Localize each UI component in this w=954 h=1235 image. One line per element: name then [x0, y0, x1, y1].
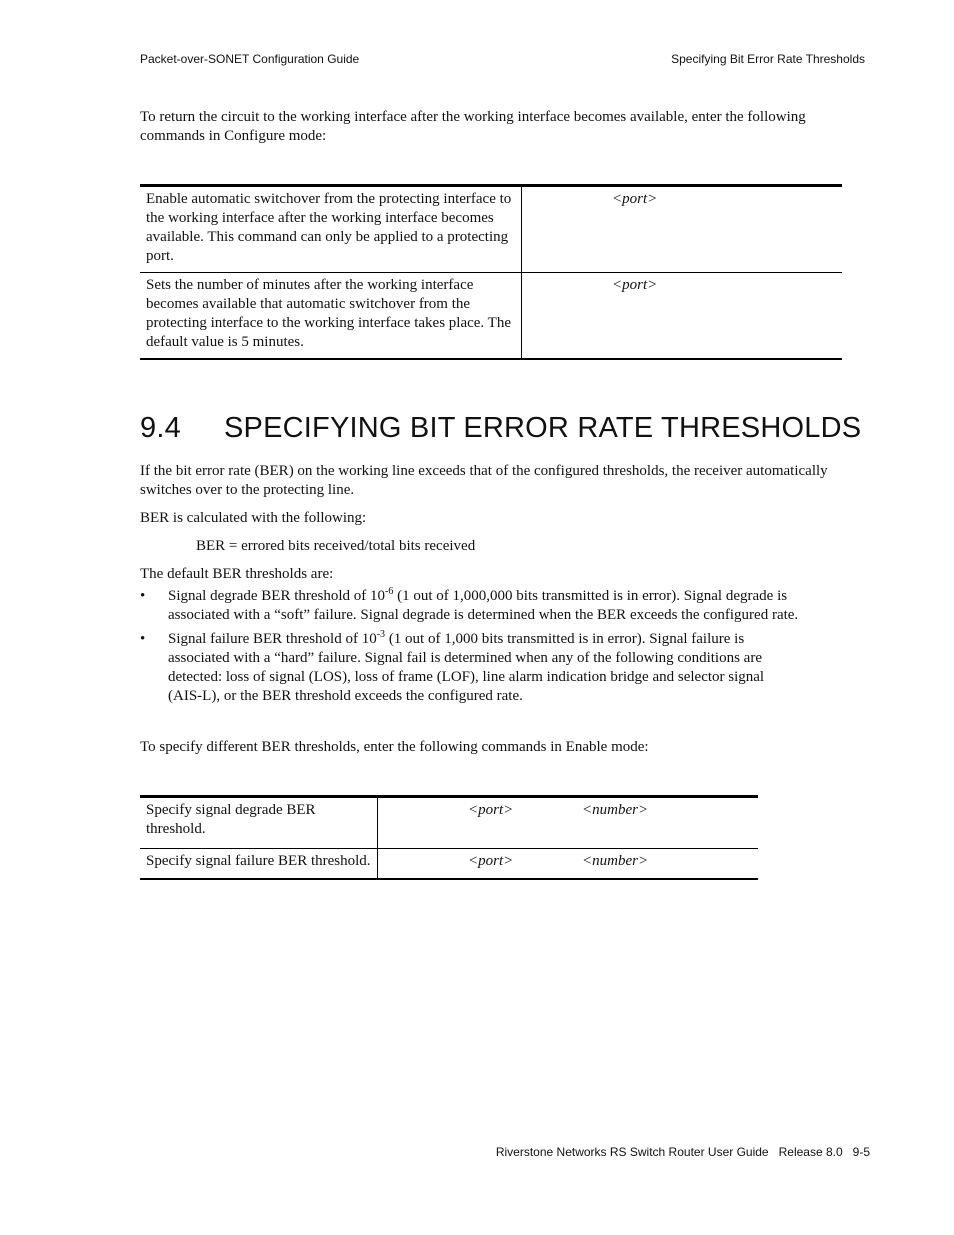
number-argument: <number>: [582, 802, 649, 818]
command-description: Specify signal degrade BER threshold.: [140, 797, 378, 849]
running-header-right: Specifying Bit Error Rate Thresholds: [671, 52, 865, 66]
list-item: • Signal degrade BER threshold of $10^{-6}$ (1 out of 1,000,000 bits transmitted is in error). Signal degrade is associated with a “soft” failure. Signal degrade is determined when the BER exceeds the configured rate.: [140, 586, 799, 623]
table-row: [140, 186, 842, 273]
table-row: [140, 273, 842, 360]
section-heading: [140, 412, 861, 445]
command-argument: <port>: [612, 191, 658, 207]
intro-paragraph: To return the circuit to the working interface after the working interface becomes available, enter the following commands in Configure mode:: [140, 109, 806, 144]
ber-command-table: [140, 795, 758, 880]
running-header-left: Packet-over-SONET Configuration Guide: [140, 52, 360, 66]
table-row: [140, 849, 758, 880]
number-argument: <number>: [582, 853, 649, 869]
section-number: 9.4: [140, 412, 181, 444]
default-thresholds-paragraph: The default BER thresholds are:: [140, 566, 334, 582]
switchover-command-table: [140, 184, 842, 360]
command-description: Specify signal failure BER threshold.: [140, 849, 378, 880]
port-argument: <port>: [468, 802, 514, 818]
ber-commands-paragraph: To specify different BER thresholds, enter the following commands in Enable mode:: [140, 739, 649, 755]
bullet-icon: •: [140, 631, 146, 647]
section-title: SPECIFYING BIT ERROR RATE THRESHOLDS: [224, 412, 862, 444]
ber-formula: BER = errored bits received/total bits received: [196, 538, 476, 554]
table-row: [140, 797, 758, 849]
command-description: Sets the number of minutes after the working interface becomes available that automatic switchover from the protecting interface to the working interface takes place. The default value is 5 minutes.: [140, 273, 522, 360]
command-description: Enable automatic switchover from the protecting interface to the working interface after the working interface becomes available. This command can only be applied to a protecting port.: [140, 186, 522, 273]
ber-intro-paragraph: If the bit error rate (BER) on the working line exceeds that of the configured thresholds, the receiver automatically switches over to the protecting line.: [140, 463, 828, 498]
ber-calc-paragraph: BER is calculated with the following:: [140, 510, 367, 526]
bullet-icon: •: [140, 588, 146, 604]
page-footer: Riverstone Networks RS Switch Router User Guide Release 8.0 9-5: [495, 1145, 870, 1159]
threshold-list: [140, 587, 800, 711]
list-item: • Signal failure BER threshold of $10^{-3}$ (1 out of 1,000 bits transmitted is in error). Signal failure is associated with a “hard” failure. Signal fail is determined when any of the following conditions are detected: loss of signal (LOS), loss of frame (LOF), line alarm indication bridge and selector signal (AIS-L), or the BER threshold exceeds the configured rate.: [140, 629, 765, 704]
port-argument: <port>: [468, 853, 514, 869]
command-argument: <port>: [612, 277, 658, 293]
